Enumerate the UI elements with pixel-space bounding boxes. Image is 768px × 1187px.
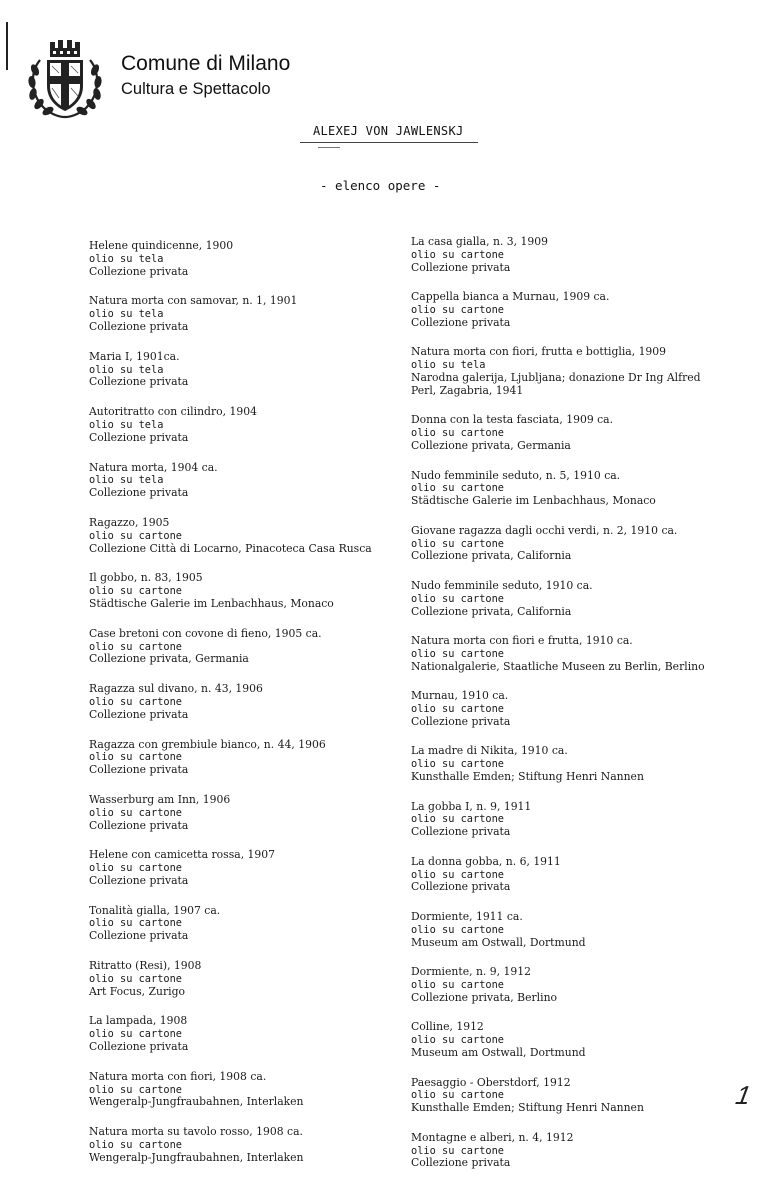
work-entry (411, 291, 721, 329)
work-entry (411, 635, 721, 673)
work-collection: Collezione privata (89, 1040, 189, 1054)
work-entry (89, 517, 389, 555)
work-title: Paesaggio - Oberstdorf, 1912 (411, 1075, 571, 1089)
title-underline-short (318, 147, 340, 148)
work-entry (411, 525, 721, 563)
work-title: La casa gialla, n. 3, 1909 (411, 235, 548, 248)
work-technique: olio su cartone (89, 917, 182, 930)
organization-name: Comune di Milano (121, 52, 291, 75)
work-title: Tonalità gialla, 1907 ca. (89, 903, 221, 917)
work-entry (89, 960, 389, 998)
work-technique: olio su cartone (411, 923, 504, 936)
work-title: Montagne e alberi, n. 4, 1912 (411, 1130, 574, 1144)
work-collection: Collezione privata (411, 880, 511, 894)
department-name: Cultura e Spettacolo (121, 80, 271, 98)
margin-mark (6, 22, 8, 70)
work-entry (411, 966, 721, 1004)
work-collection: Museum am Ostwall, Dortmund (411, 935, 586, 949)
works-list-left (89, 240, 389, 1182)
work-entry (89, 628, 389, 666)
work-entry (411, 414, 721, 452)
work-entry (411, 911, 721, 949)
work-technique: olio su cartone (89, 695, 182, 708)
work-technique: olio su cartone (89, 1139, 182, 1152)
work-title: Ritratto (Resi), 1908 (89, 959, 202, 973)
work-title: Donna con la testa fasciata, 1909 ca. (411, 413, 614, 427)
work-technique: olio su cartone (89, 1028, 182, 1041)
document-title: ALEXEJ VON JAWLENSKJ (313, 124, 464, 138)
work-collection: Collezione privata (89, 375, 189, 389)
work-technique: olio su cartone (411, 1144, 504, 1157)
work-collection: Collezione privata (411, 714, 511, 728)
work-entry (411, 346, 721, 397)
work-title: Il gobbo, n. 83, 1905 (89, 571, 203, 585)
work-title: Natura morta, 1904 ca. (89, 460, 218, 474)
work-collection: Art Focus, Zurigo (89, 984, 186, 998)
work-technique: olio su cartone (411, 703, 504, 716)
work-collection: Collezione privata (411, 260, 511, 274)
work-collection: Collezione privata (89, 319, 189, 333)
work-technique: olio su cartone (411, 813, 504, 826)
work-title: Colline, 1912 (411, 1020, 484, 1034)
work-technique: olio su tela (89, 418, 164, 431)
work-entry (89, 683, 389, 721)
work-collection: Nationalgalerie, Staatliche Museen zu Berlin, Berlino (411, 659, 705, 673)
work-entry (89, 849, 389, 887)
work-collection: Collezione privata (411, 825, 511, 839)
work-title: Natura morta su tavolo rosso, 1908 ca. (89, 1125, 303, 1139)
work-title: Helene quindicenne, 1900 (89, 239, 234, 252)
work-entry (89, 240, 389, 278)
work-collection: Narodna galerija, Ljubljana; donazione Dr Ing Alfred (411, 370, 701, 384)
work-title: Natura morta con fiori, 1908 ca. (89, 1069, 267, 1083)
work-technique: olio su cartone (89, 751, 182, 764)
work-collection: Wengeralp-Jungfraubahnen, Interlaken (89, 1150, 304, 1164)
work-entry (89, 351, 389, 389)
works-list-right (411, 236, 721, 1187)
work-entry (89, 905, 389, 943)
work-title: Murnau, 1910 ca. (411, 689, 509, 703)
work-entry (411, 801, 721, 839)
work-entry (89, 406, 389, 444)
work-entry (89, 572, 389, 610)
work-title: La gobba I, n. 9, 1911 (411, 799, 532, 813)
work-collection: Collezione privata, Germania (411, 438, 571, 452)
work-entry (411, 745, 721, 783)
work-collection: Collezione privata, Berlino (411, 990, 558, 1004)
work-title: Ragazzo, 1905 (89, 515, 170, 529)
work-collection: Wengeralp-Jungfraubahnen, Interlaken (89, 1095, 304, 1109)
work-collection: Collezione privata (411, 1156, 511, 1170)
work-collection: Collezione privata, California (411, 549, 572, 563)
work-collection: Collezione privata (89, 264, 189, 278)
work-technique: olio su cartone (411, 868, 504, 881)
work-title: Dormiente, 1911 ca. (411, 910, 523, 924)
work-collection: Collezione privata (411, 315, 511, 329)
work-entry (89, 739, 389, 777)
work-collection: Städtische Galerie im Lenbachhaus, Monaco (89, 596, 334, 610)
work-entry (89, 794, 389, 832)
work-technique: olio su tela (89, 363, 164, 376)
work-entry (411, 470, 721, 508)
work-entry (411, 1077, 721, 1115)
work-title: Dormiente, n. 9, 1912 (411, 965, 531, 979)
work-entry (411, 690, 721, 728)
work-entry (411, 1021, 721, 1059)
work-collection-continued: Perl, Zagabria, 1941 (411, 383, 524, 397)
work-collection: Collezione privata (89, 707, 189, 721)
work-entry (411, 580, 721, 618)
work-collection: Städtische Galerie im Lenbachhaus, Monaco (411, 494, 656, 508)
work-technique: olio su cartone (89, 806, 182, 819)
work-technique: olio su cartone (411, 537, 504, 550)
work-title: La madre di Nikita, 1910 ca. (411, 744, 568, 758)
work-entry (89, 295, 389, 333)
work-technique: olio su cartone (89, 640, 182, 653)
work-entry (89, 1015, 389, 1053)
work-title: La donna gobba, n. 6, 1911 (411, 854, 561, 868)
work-title: Ragazza sul divano, n. 43, 1906 (89, 682, 263, 696)
page-number: 1 (733, 1080, 754, 1110)
work-title: La lampada, 1908 (89, 1014, 188, 1028)
work-title: Autoritratto con cilindro, 1904 (89, 405, 257, 419)
work-technique: olio su cartone (411, 592, 504, 605)
work-technique: olio su cartone (89, 585, 182, 598)
title-underline (300, 142, 478, 143)
work-collection: Collezione privata (89, 430, 189, 444)
work-title: Wasserburg am Inn, 1906 (89, 792, 231, 806)
work-collection: Collezione privata (89, 873, 189, 887)
work-technique: olio su cartone (89, 862, 182, 875)
work-collection: Collezione privata (89, 929, 189, 943)
work-technique: olio su tela (89, 308, 164, 321)
work-collection: Collezione privata, Germania (89, 652, 249, 666)
work-collection: Collezione privata, California (411, 604, 572, 618)
work-technique: olio su cartone (411, 647, 504, 660)
work-title: Maria I, 1901ca. (89, 349, 180, 363)
work-collection: Collezione Città di Locarno, Pinacoteca Casa Rusca (89, 541, 372, 555)
work-title: Nudo femminile seduto, 1910 ca. (411, 578, 593, 592)
work-technique: olio su tela (411, 359, 486, 372)
city-crest-icon (26, 38, 104, 120)
work-technique: olio su cartone (411, 303, 504, 316)
work-collection: Kunsthalle Emden; Stiftung Henri Nannen (411, 770, 644, 784)
work-technique: olio su cartone (411, 248, 504, 261)
work-technique: olio su cartone (89, 529, 182, 542)
work-title: Natura morta con samovar, n. 1, 1901 (89, 294, 298, 308)
work-entry (411, 856, 721, 894)
work-collection: Collezione privata (89, 818, 189, 832)
work-title: Case bretoni con covone di fieno, 1905 ca. (89, 626, 322, 640)
work-collection: Kunsthalle Emden; Stiftung Henri Nannen (411, 1101, 644, 1115)
work-title: Natura morta con fiori, frutta e bottiglia, 1909 (411, 345, 667, 359)
work-entry (89, 462, 389, 500)
work-technique: olio su tela (89, 474, 164, 487)
work-title: Helene con camicetta rossa, 1907 (89, 848, 276, 862)
work-entry (89, 1071, 389, 1109)
work-title: Giovane ragazza dagli occhi verdi, n. 2, 1910 ca. (411, 523, 678, 537)
work-entry (411, 236, 721, 274)
work-title: Ragazza con grembiule bianco, n. 44, 1906 (89, 737, 326, 751)
work-technique: olio su cartone (89, 972, 182, 985)
work-collection: Museum am Ostwall, Dortmund (411, 1046, 586, 1060)
work-technique: olio su cartone (89, 1083, 182, 1096)
organization-header (121, 52, 290, 99)
work-technique: olio su cartone (411, 482, 504, 495)
work-title: Natura morta con fiori e frutta, 1910 ca. (411, 634, 633, 648)
work-entry (411, 1132, 721, 1170)
work-collection: Collezione privata (89, 763, 189, 777)
work-technique: olio su cartone (411, 758, 504, 771)
work-technique: olio su cartone (411, 427, 504, 440)
work-technique: olio su cartone (411, 979, 504, 992)
work-technique: olio su tela (89, 252, 164, 265)
work-title: Nudo femminile seduto, n. 5, 1910 ca. (411, 468, 621, 482)
work-entry (89, 1126, 389, 1164)
document-subtitle: - elenco opere - (320, 178, 441, 193)
work-technique: olio su cartone (411, 1089, 504, 1102)
work-title: Cappella bianca a Murnau, 1909 ca. (411, 290, 610, 304)
work-technique: olio su cartone (411, 1034, 504, 1047)
work-collection: Collezione privata (89, 486, 189, 500)
